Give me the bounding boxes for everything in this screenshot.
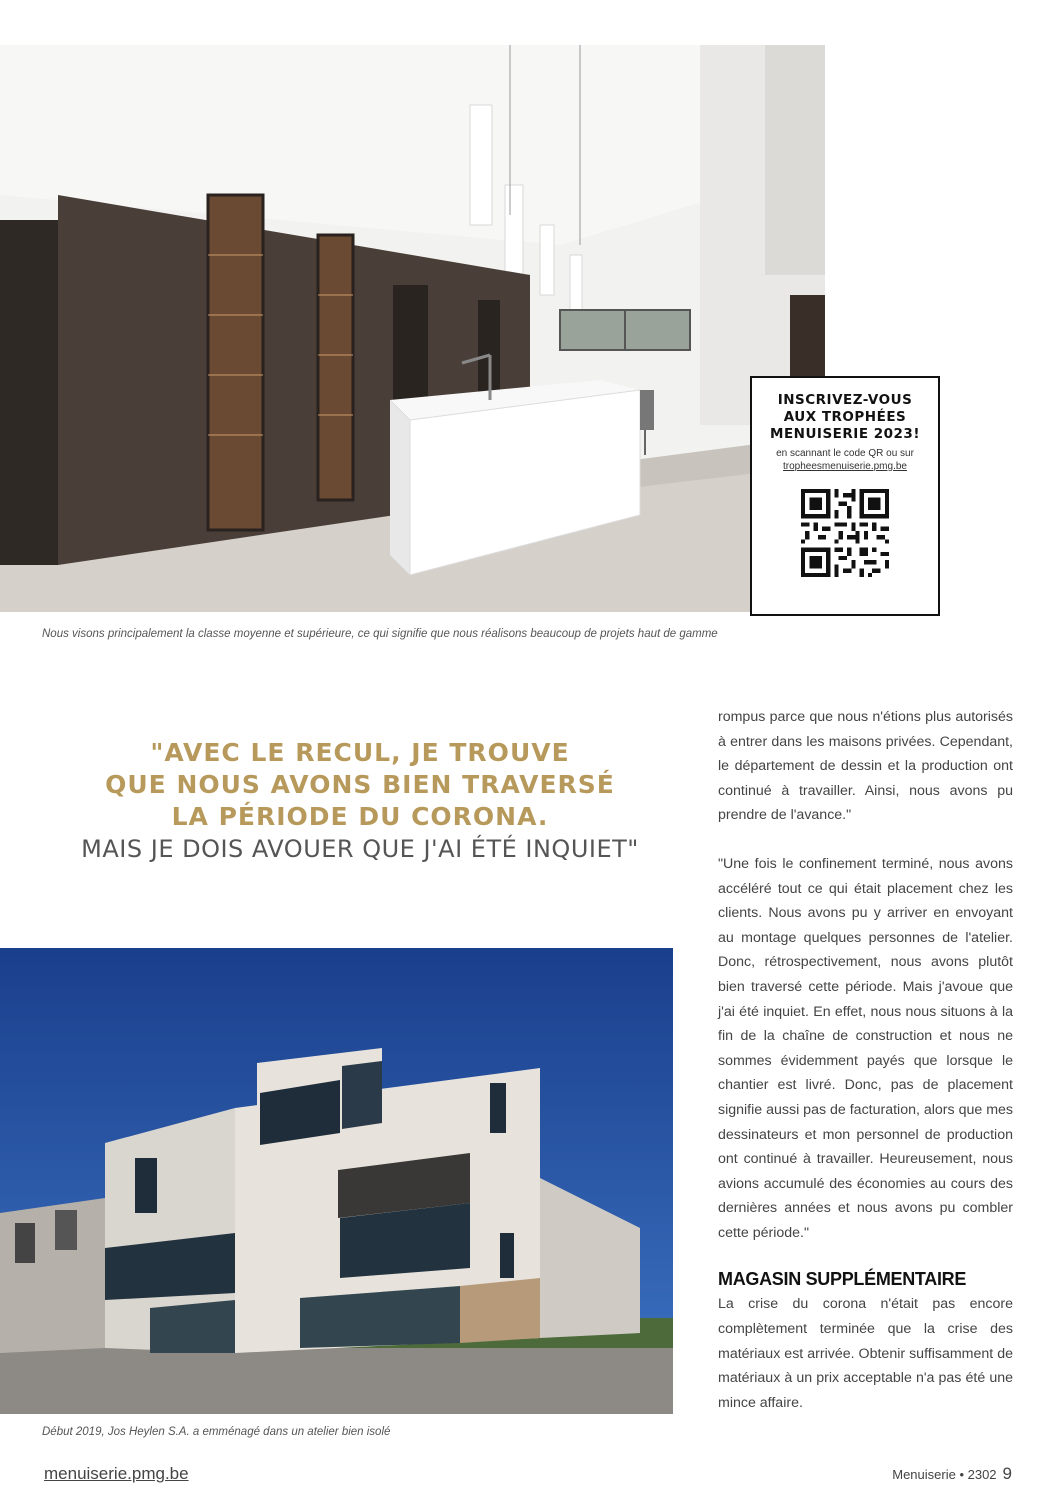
qr-box-subtitle: en scannant le code QR ou sur	[776, 448, 914, 459]
pull-quote	[40, 737, 680, 865]
article-paragraph-3: La crise du corona n'était pas encore complètement terminée que la crise des matériaux est arrivée. Obtenir suffisamment de matériaux à un prix acceptable n'a pas été une mince affaire.	[718, 1296, 1013, 1411]
article-paragraph-1: rompus parce que nous n'étions plus autorisés à entrer dans les maisons privées. Cependant, le département de dessin et la production ont continué à travailler. Ainsi, nous avons pu prendre de l'avance."	[718, 709, 1013, 824]
trophees-qr-box[interactable]	[750, 376, 940, 616]
kitchen-photo	[0, 45, 825, 612]
pull-quote-highlight: "AVEC LE RECUL, JE TROUVE QUE NOUS AVONS BIEN TRAVERSÉ LA PÉRIODE DU CORONA.	[105, 738, 615, 831]
bottom-photo-caption: Début 2019, Jos Heylen S.A. a emménagé dans un atelier bien isolé	[42, 1426, 391, 1438]
qr-box-title: INSCRIVEZ-VOUS AUX TROPHÉES MENUISERIE 2023!	[770, 392, 920, 442]
pull-quote-continuation: MAIS JE DOIS AVOUER QUE J'AI ÉTÉ INQUIET"	[81, 835, 639, 863]
issue-label: Menuiserie • 2302	[892, 1467, 997, 1482]
article-paragraph-2: "Une fois le confinement terminé, nous avons accéléré tout ce qui était placement chez les clients. Nous avons pu y arriver en envoyant au montage quelques personnes de l'atelier. Donc, rétrospectivement, nous avons plutôt bien traversé cette période. Mais j'avoue que j'ai été inquiet. En effet, nous nous situons à la fin de la chaîne de construction et nous ne sommes évidemment payés que lorsque le chantier est livré. Donc, pas de placement signifie aussi pas de facturation, alors que mes dessinateurs et mon personnel de production ont continué à travailler. Heureusement, nous avions accumulé des économies au cours des dernières années et nous avons pu combler cette période."	[718, 855, 1013, 1241]
article-column	[718, 705, 1013, 1439]
footer-issue-info	[892, 1464, 1012, 1484]
section-heading: MAGASIN SUPPLÉMENTAIRE	[718, 1269, 967, 1290]
footer-website-link[interactable]: menuiserie.pmg.be	[44, 1464, 189, 1483]
trophees-link[interactable]: tropheesmenuiserie.pmg.be	[783, 461, 907, 472]
building-photo	[0, 948, 673, 1414]
top-photo-caption: Nous visons principalement la classe moyenne et supérieure, ce qui signifie que nous réalisons beaucoup de projets haut de gamme	[42, 628, 718, 640]
qr-code-icon[interactable]	[801, 489, 889, 577]
page-number: 9	[1002, 1464, 1012, 1483]
